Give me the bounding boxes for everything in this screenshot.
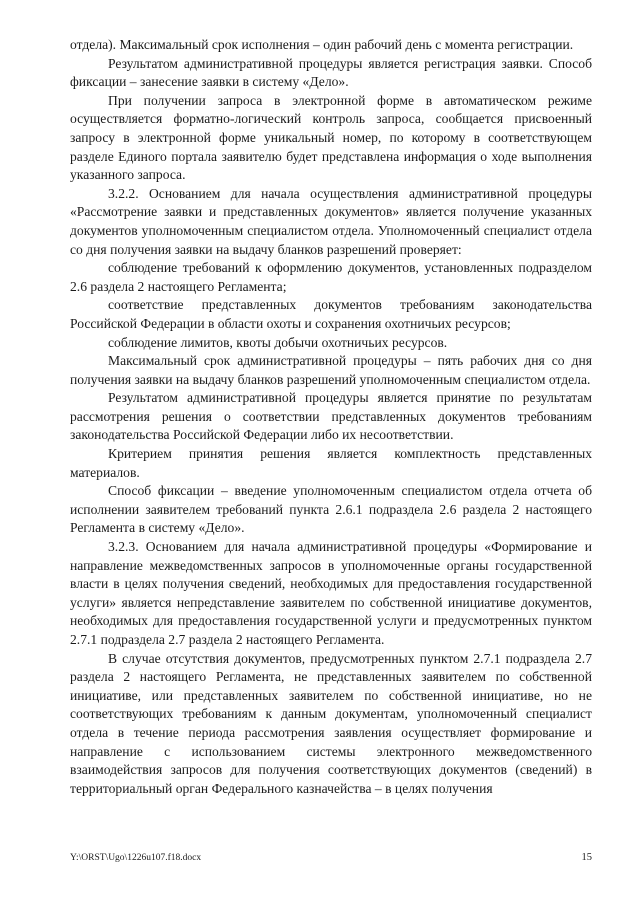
paragraph: 3.2.2. Основанием для начала осуществления административной процедуры «Рассмотрение заявки и представленных документов» является получение указанных документов уполномоченным специалистом отдела. Уполномоченный специалист отдела со дня получения заявки на выдачу бланков разрешений проверяет: xyxy=(70,185,592,257)
paragraph: Результатом административной процедуры является принятие по результатам рассмотрения решения о соответствии представленных документов требованиям законодательства Российской Федерации либо их несоответствии. xyxy=(70,390,592,443)
paragraph: соблюдение требований к оформлению документов, установленных подразделом 2.6 раздела 2 настоящего Регламента; xyxy=(70,260,592,294)
paragraph: отдела). Максимальный срок исполнения – один рабочий день с момента регистрации. xyxy=(70,37,574,52)
paragraph: 3.2.3. Основанием для начала административной процедуры «Формирование и направление межведомственных запросов в уполномоченные органы государственной власти в целях получения сведений, необходимых для предоставления государственной услуги» является непредставление заявителем по собственной инициативе документов, необходимых для предоставления государственной услуги и предусмотренных пунктом 2.7.1 подраздела 2.7 раздела 2 настоящего Регламента. xyxy=(70,539,592,647)
paragraph: соблюдение лимитов, квоты добычи охотничьих ресурсов. xyxy=(108,334,448,350)
paragraph: Критерием принятия решения является комплектность представленных материалов. xyxy=(70,446,592,480)
paragraph: Способ фиксации – введение уполномоченным специалистом отдела отчета об исполнении заявителем требований пункта 2.6.1 подраздела 2.6 раздела 2 настоящего Регламента в систему «Дело». xyxy=(70,483,592,536)
paragraph: При получении запроса в электронной форме в автоматическом режиме осуществляется форматно-логический контроль запроса, сообщается присвоенный запросу в электронной форме уникальный номер, по которому в соответствующем разделе Единого портала заявителю будет представлена информация о ходе выполнения указанного запроса. xyxy=(70,92,592,183)
paragraph: Результатом административной процедуры является регистрация заявки. Способ фиксации – занесение заявки в систему «Дело». xyxy=(70,55,592,90)
page-number: 15 xyxy=(581,852,592,863)
paragraph: В случае отсутствия документов, предусмотренных пунктом 2.7.1 подраздела 2.7 раздела 2 настоящего Регламента, не представленных заявителем по собственной инициативе, или представленных заявителем по собственной инициативе, но не соответствующих требованиям к данным документам, уполномоченный специалист отдела в течение периода рассмотрения заявления осуществляет формирование и направление с использованием системы электронного межведомственного взаимодействия запросов для получения соответствующих документов (сведений) в территориальный орган Федерального казначейства – в целях получения xyxy=(70,650,592,796)
paragraph: Максимальный срок административной процедуры – пять рабочих дня со дня получения заявки на выдачу бланков разрешений уполномоченным специалистом отдела. xyxy=(70,353,592,387)
document-body xyxy=(70,36,592,798)
paragraph: соответствие представленных документов требованиям законодательства Российской Федерации в области охоты и сохранения охотничьих ресурсов; xyxy=(70,297,592,331)
footer-file-path: Y:\ORST\Ugo\1226u107.f18.docx xyxy=(70,853,202,863)
